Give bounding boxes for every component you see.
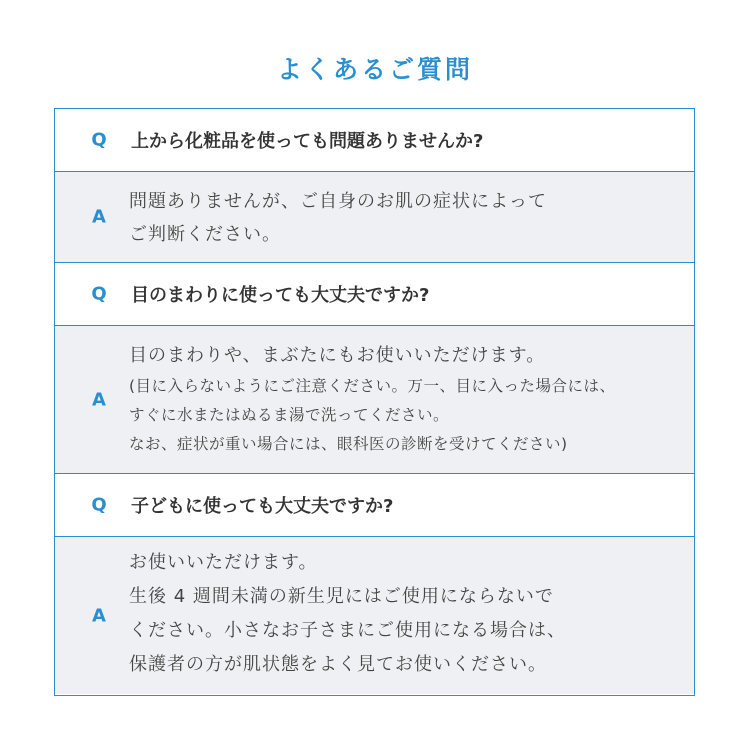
- answer-line: 目のまわりや、まぶたにもお使いいただけます。: [129, 345, 546, 366]
- answer-line: 保護者の方が肌状態をよく見てお使いください。: [129, 654, 547, 675]
- faq-question-row: [55, 109, 694, 172]
- question-text: 子どもに使っても大丈夫ですか?: [131, 496, 394, 517]
- answer-line: 問題ありませんが、ご自身のお肌の症状によって: [129, 191, 547, 212]
- faq-question-row: [55, 263, 694, 326]
- answer-marker: A: [92, 605, 106, 626]
- question-marker: Q: [91, 283, 107, 305]
- page-title: よくあるご質問: [276, 55, 473, 84]
- faq-answer-row: [55, 537, 694, 694]
- answer-line: お使いいただけます。: [129, 552, 318, 573]
- answer-note-line: (目に入らないようにご注意ください。万一、目に入った場合には、: [129, 377, 616, 395]
- answer-marker: A: [92, 389, 106, 410]
- answer-line: 生後 4 週間未満の新生児にはご使用にならないで: [129, 586, 554, 607]
- question-text: 上から化粧品を使っても問題ありませんか?: [131, 131, 484, 152]
- answer-line: ください。小さなお子さまにご使用になる場合は、: [129, 620, 566, 641]
- answer-note-line: すぐに水またはぬるま湯で洗ってください。: [129, 406, 450, 424]
- answer-marker: A: [92, 206, 106, 228]
- faq-question-row: [55, 474, 694, 537]
- answer-line: ご判断ください。: [129, 224, 281, 245]
- question-marker: Q: [91, 494, 107, 516]
- answer-body: [129, 546, 674, 682]
- answer-note-line: なお、症状が重い場合には、眼科医の診断を受けてください): [129, 435, 568, 453]
- faq-answer-row: [55, 172, 694, 263]
- faq-answer-row: [55, 326, 694, 474]
- answer-body: [129, 185, 674, 251]
- faq-table: [54, 108, 695, 696]
- question-marker: Q: [91, 129, 107, 151]
- answer-body: [129, 340, 674, 459]
- question-text: 目のまわりに使っても大丈夫ですか?: [131, 285, 430, 306]
